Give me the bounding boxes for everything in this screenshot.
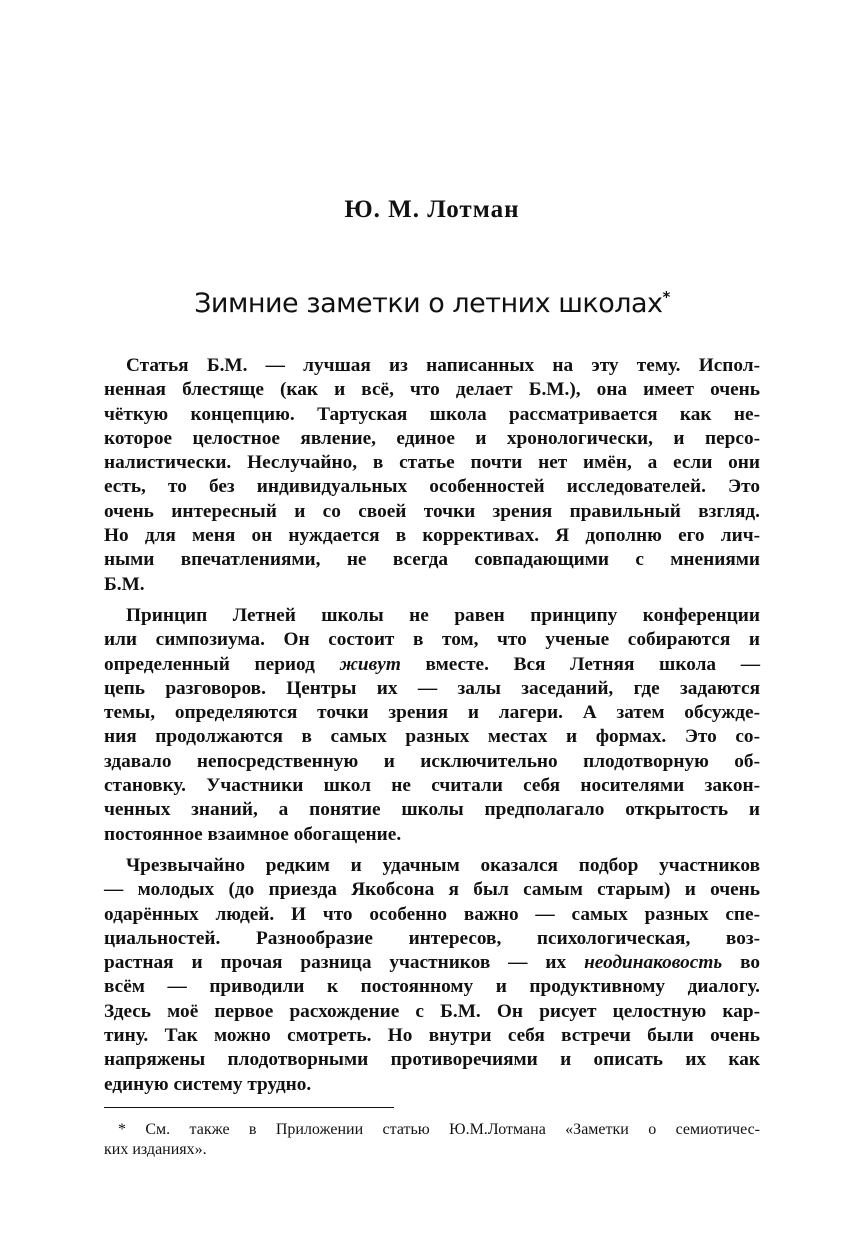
article-body bbox=[104, 354, 760, 1104]
text-line: налистически. Неслучайно, в статье почти нет имён, а если они bbox=[104, 452, 760, 474]
text-line: становку. Участники школ не считали себя носителями закон- bbox=[104, 775, 760, 797]
text-line: ния продолжаются в самых разных местах и формах. Это со- bbox=[104, 726, 760, 748]
text-line: Статья Б.М. — лучшая из написанных на эту тему. Испол- bbox=[126, 355, 760, 376]
text-line: ными впечатлениями, не всегда совпадающими с мнениями bbox=[104, 549, 760, 571]
text-line: или симпозиума. Он состоит в том, что ученые собираются и bbox=[104, 629, 760, 651]
text-line: здавало непосредственную и исключительно плодотворную об- bbox=[104, 750, 760, 772]
footnote-line: ких изданиях». bbox=[104, 1141, 207, 1158]
text-line: всём — приводили к постоянному и продуктивному диалогу. bbox=[104, 976, 760, 998]
emphasized-word: живут bbox=[339, 653, 401, 675]
text-line: Б.М. bbox=[104, 573, 145, 595]
text-line bbox=[104, 653, 760, 677]
emphasized-word: неодинаковость bbox=[584, 952, 723, 974]
text-segment: во bbox=[740, 952, 760, 974]
text-line: единую систему трудно. bbox=[104, 1073, 312, 1095]
footnote-divider bbox=[104, 1107, 394, 1108]
text-line: Но для меня он нуждается в коррективах. Я дополню его лич- bbox=[104, 525, 760, 547]
text-line: — молодых (до приезда Якобсона я был самым старым) и очень bbox=[104, 879, 760, 901]
author-name: Ю. М. Лотман bbox=[344, 196, 520, 223]
title-footnote-mark: * bbox=[662, 288, 670, 306]
article-title bbox=[0, 288, 864, 319]
text-line: которое целостное явление, единое и хронологически, и персо- bbox=[104, 427, 760, 449]
text-segment: определенный период bbox=[104, 653, 315, 675]
text-line: чёткую концепцию. Тартуская школа рассматривается как не- bbox=[104, 403, 760, 425]
article-title-text: Зимние заметки о летних школах bbox=[194, 288, 663, 319]
paragraph bbox=[104, 854, 760, 1097]
footnote-line: * См. также в Приложении статью Ю.М.Лотмана «Заметки о семиотичес- bbox=[118, 1121, 760, 1138]
text-line: очень интересный и со своей точки зрения правильный взгляд. bbox=[104, 500, 760, 522]
text-segment: растная и прочая разница участников — их bbox=[104, 952, 567, 974]
text-line: тину. Так можно смотреть. Но внутри себя встречи были очень bbox=[104, 1025, 760, 1047]
text-line: темы, определяются точки зрения и лагери. А затем обсужде- bbox=[104, 702, 760, 724]
text-line: постоянное взаимное обогащение. bbox=[104, 823, 402, 845]
text-line: одарённых людей. И что особенно важно — самых разных спе- bbox=[104, 903, 760, 925]
paragraph bbox=[104, 354, 760, 597]
text-line: ненная блестяще (как и всё, что делает Б.М.), она имеет очень bbox=[104, 379, 760, 401]
text-line: напряжены плодотворными противоречиями и описать их как bbox=[104, 1049, 760, 1071]
text-line: Здесь моё первое расхождение с Б.М. Он рисует целостную кар- bbox=[104, 1000, 760, 1022]
footnote bbox=[104, 1120, 760, 1160]
text-line: есть, то без индивидуальных особенностей исследователей. Это bbox=[104, 476, 760, 498]
text-line bbox=[104, 951, 760, 975]
text-line: ченных знаний, а понятие школы предполагало открытость и bbox=[104, 799, 760, 821]
text-line: цепь разговоров. Центры их — залы заседаний, где задаются bbox=[104, 677, 760, 699]
text-line: Чрезвычайно редким и удачным оказался подбор участников bbox=[126, 854, 760, 876]
paragraph bbox=[104, 604, 760, 847]
text-line: циальностей. Разнообразие интересов, психологическая, воз- bbox=[104, 927, 760, 949]
text-segment: вместе. Вся Летняя школа — bbox=[425, 653, 760, 675]
text-line: Принцип Летней школы не равен принципу конференции bbox=[126, 604, 760, 626]
